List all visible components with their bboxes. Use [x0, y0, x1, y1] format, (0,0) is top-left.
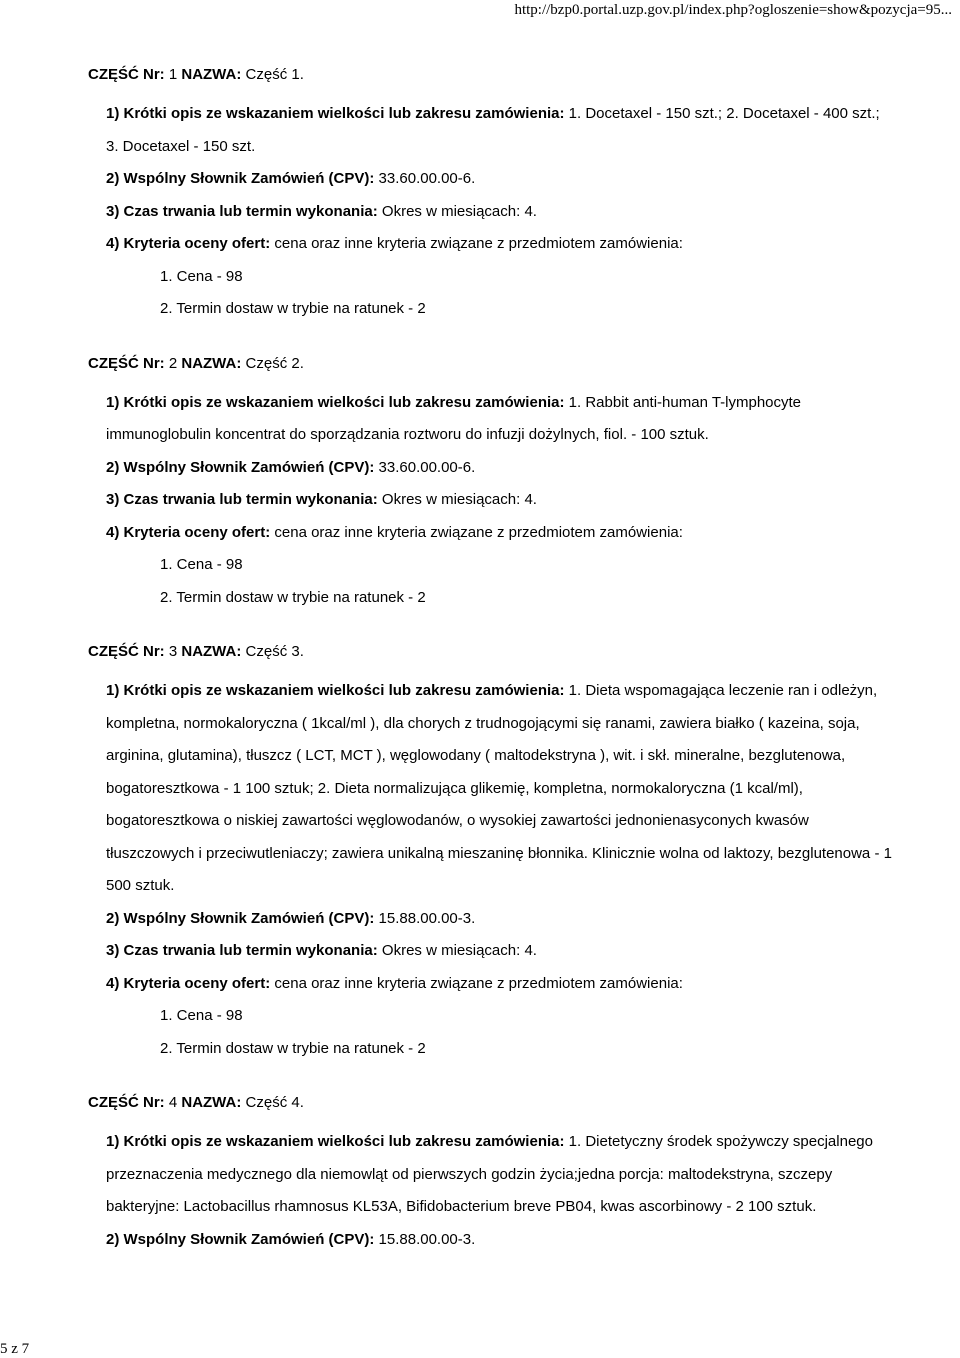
part-name: Część 3. [245, 643, 304, 660]
duration [106, 484, 894, 517]
part-body [106, 675, 894, 1065]
cpv-label: 2) Wspólny Słownik Zamówień (CPV): [106, 909, 375, 927]
cpv-code: 33.60.00.00-6. [378, 458, 476, 476]
part-body [106, 387, 894, 615]
part-name: Część 4. [245, 1094, 304, 1111]
part-body [106, 1126, 894, 1256]
url-header: http://bzp0.portal.uzp.gov.pl/index.php?ogloszenie=show&pozycja=95... [514, 2, 952, 18]
name-label: NAZWA: [181, 354, 242, 372]
description-text: 1. Dieta wspomagająca leczenie ran i odleżyn, kompletna, normokaloryczna ( 1kcal/ml ), dla chorych z trudnogojącymi się ranami, zawiera białko ( kazeina, soja, arginina, glutamina), tłuszcz ( LCT, MCT ), węglowodany ( maltodekstryna ), wit. i skł. mineralne, bezglutenowa, bogatoresztkowa - 1 100 sztuk; 2. Dieta normalizująca glikemię, kompletna, normokaloryczna (1 kcal/ml), bogatoresztkowa o niskiej zawartości węglowodanów, o wysokiej zawartości jednonienasyconych kwasów tłuszczowych i przeciwutleniaczy; zawiera unikalną mieszaninę błonnika. Klinicznie wolna od laktozy, bezglutenowa - 1 500 sztuk. [106, 682, 892, 894]
name-label: NAZWA: [181, 66, 242, 83]
duration-label: 3) Czas trwania lub termin wykonania: [106, 942, 378, 959]
cpv-code: 15.88.00.00-3. [378, 1230, 476, 1248]
part-3 [88, 641, 894, 1065]
duration-value: Okres w miesiącach: 4. [381, 491, 537, 508]
criteria-label: 4) Kryteria oceny ofert: [106, 523, 271, 541]
part-4 [88, 1092, 894, 1256]
criteria-label: 4) Kryteria oceny ofert: [106, 235, 271, 252]
part-number: 3 [168, 643, 178, 660]
part-name: Część 1. [245, 66, 304, 83]
criteria-text: cena oraz inne kryteria związane z przedmiotem zamówienia: [274, 523, 683, 541]
criteria-item: 1. Cena - 98 [160, 556, 243, 573]
criteria-item: 2. Termin dostaw w trybie na ratunek - 2 [160, 1039, 426, 1057]
cpv-label: 2) Wspólny Słownik Zamówień (CPV): [106, 1230, 375, 1248]
cpv [106, 163, 894, 196]
criteria [106, 517, 894, 550]
description-label: 1) Krótki opis ze wskazaniem wielkości lub zakresu zamówienia: [106, 1133, 565, 1150]
part-label: CZĘŚĆ Nr: [88, 1094, 165, 1111]
duration-value: Okres w miesiącach: 4. [381, 202, 537, 220]
name-label: NAZWA: [181, 1094, 242, 1111]
part-title [88, 64, 894, 86]
description-label: 1) Krótki opis ze wskazaniem wielkości lub zakresu zamówienia: [106, 682, 565, 699]
description-text: 1. Dietetyczny środek spożywczy specjalnego przeznaczenia medycznego dla niemowląt od pierwszych godzin życia;jedna porcja: maltodekstryna, szczepy bakteryjne: Lactobacillus rhamnosus KL53A, Bifidobacterium breve PB04, kwas ascorbinowy - 2 100 sztuk. [106, 1133, 873, 1215]
part-body [106, 98, 894, 326]
description [106, 675, 894, 903]
page-number: 5 z 7 [0, 1341, 30, 1357]
duration [106, 196, 894, 229]
cpv-code: 15.88.00.00-3. [378, 909, 476, 927]
document-content [88, 64, 894, 1283]
description [106, 387, 894, 452]
duration-label: 3) Czas trwania lub termin wykonania: [106, 202, 378, 220]
part-number: 1 [168, 66, 178, 83]
cpv-label: 2) Wspólny Słownik Zamówień (CPV): [106, 170, 375, 187]
criteria-text: cena oraz inne kryteria związane z przedmiotem zamówienia: [274, 235, 683, 252]
part-label: CZĘŚĆ Nr: [88, 354, 165, 372]
description [106, 98, 894, 163]
criteria-item: 1. Cena - 98 [160, 1007, 243, 1024]
duration-label: 3) Czas trwania lub termin wykonania: [106, 491, 378, 508]
duration [106, 935, 894, 968]
part-title [88, 641, 894, 663]
part-1 [88, 64, 894, 326]
part-label: CZĘŚĆ Nr: [88, 66, 165, 83]
part-number: 2 [168, 354, 178, 372]
description-label: 1) Krótki opis ze wskazaniem wielkości lub zakresu zamówienia: [106, 393, 565, 411]
cpv [106, 1224, 894, 1257]
description-label: 1) Krótki opis ze wskazaniem wielkości lub zakresu zamówienia: [106, 105, 565, 122]
cpv [106, 452, 894, 485]
description-text: 1. Docetaxel - 150 szt.; 2. Docetaxel - 400 szt.; 3. Docetaxel - 150 szt. [106, 105, 880, 155]
part-label: CZĘŚĆ Nr: [88, 643, 165, 660]
duration-value: Okres w miesiącach: 4. [381, 942, 537, 959]
criteria-text: cena oraz inne kryteria związane z przedmiotem zamówienia: [274, 974, 683, 992]
criteria [106, 968, 894, 1001]
criteria-item: 2. Termin dostaw w trybie na ratunek - 2 [160, 588, 426, 606]
cpv [106, 903, 894, 936]
criteria-item: 1. Cena - 98 [160, 267, 243, 285]
criteria [106, 228, 894, 261]
part-2 [88, 353, 894, 615]
part-title [88, 353, 894, 375]
part-number: 4 [168, 1094, 178, 1111]
part-title [88, 1092, 894, 1114]
name-label: NAZWA: [181, 643, 242, 660]
cpv-code: 33.60.00.00-6. [378, 170, 476, 187]
criteria-item: 2. Termin dostaw w trybie na ratunek - 2 [160, 300, 426, 317]
description-text: 1. Rabbit anti-human T-lymphocyte immunoglobulin koncentrat do sporządzania roztworu do infuzji dożylnych, fiol. - 100 sztuk. [106, 393, 802, 443]
criteria-label: 4) Kryteria oceny ofert: [106, 974, 271, 992]
part-name: Część 2. [245, 354, 304, 372]
cpv-label: 2) Wspólny Słownik Zamówień (CPV): [106, 458, 375, 476]
description [106, 1126, 894, 1224]
